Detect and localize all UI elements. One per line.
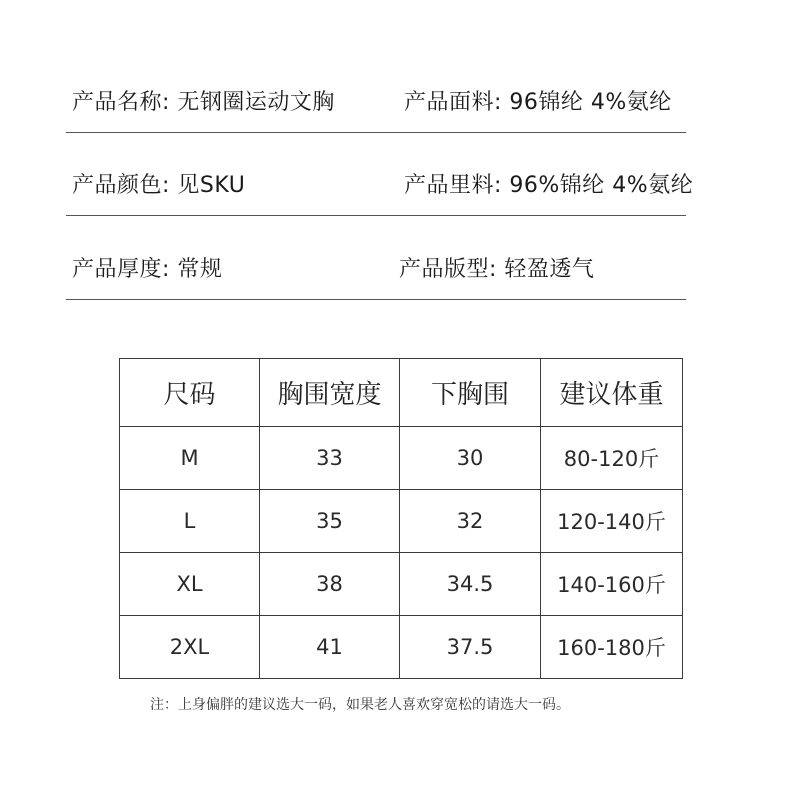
cell-weight: 80-120斤 xyxy=(541,427,683,490)
table-row xyxy=(120,553,683,616)
cell-weight: 160-180斤 xyxy=(541,616,683,679)
cell-bust-width: 41 xyxy=(260,616,400,679)
cell-size: L xyxy=(120,490,260,553)
product-name: 产品名称: 无钢圈运动文胸 xyxy=(72,90,335,115)
size-note: 注：上身偏胖的建议选大一码，如果老人喜欢穿宽松的请选大一码。 xyxy=(150,697,570,713)
header-underbust: 下胸围 xyxy=(400,359,541,427)
info-row-2 xyxy=(66,131,694,216)
cell-size: M xyxy=(120,427,260,490)
table-row xyxy=(120,616,683,679)
product-fit: 产品版型: 轻盈透气 xyxy=(399,257,595,282)
table-row xyxy=(120,427,683,490)
header-suggested-weight: 建议体重 xyxy=(541,359,683,427)
table-row xyxy=(120,490,683,553)
cell-underbust: 37.5 xyxy=(400,616,541,679)
cell-bust-width: 38 xyxy=(260,553,400,616)
header-bust-width: 胸围宽度 xyxy=(260,359,400,427)
cell-bust-width: 35 xyxy=(260,490,400,553)
cell-weight: 120-140斤 xyxy=(541,490,683,553)
cell-underbust: 30 xyxy=(400,427,541,490)
product-color: 产品颜色: 见SKU xyxy=(72,173,246,198)
info-row-1 xyxy=(66,48,686,133)
cell-size: XL xyxy=(120,553,260,616)
cell-bust-width: 33 xyxy=(260,427,400,490)
cell-underbust: 34.5 xyxy=(400,553,541,616)
table-header-row xyxy=(120,359,683,427)
product-thickness: 产品厚度: 常规 xyxy=(72,257,223,282)
header-size: 尺码 xyxy=(120,359,260,427)
cell-size: 2XL xyxy=(120,616,260,679)
size-chart-table xyxy=(119,358,683,679)
cell-underbust: 32 xyxy=(400,490,541,553)
product-lining: 产品里料: 96%锦纶 4%氨纶 xyxy=(404,173,694,198)
cell-weight: 140-160斤 xyxy=(541,553,683,616)
product-fabric: 产品面料: 96锦纶 4%氨纶 xyxy=(404,90,672,115)
info-row-3 xyxy=(66,215,686,300)
